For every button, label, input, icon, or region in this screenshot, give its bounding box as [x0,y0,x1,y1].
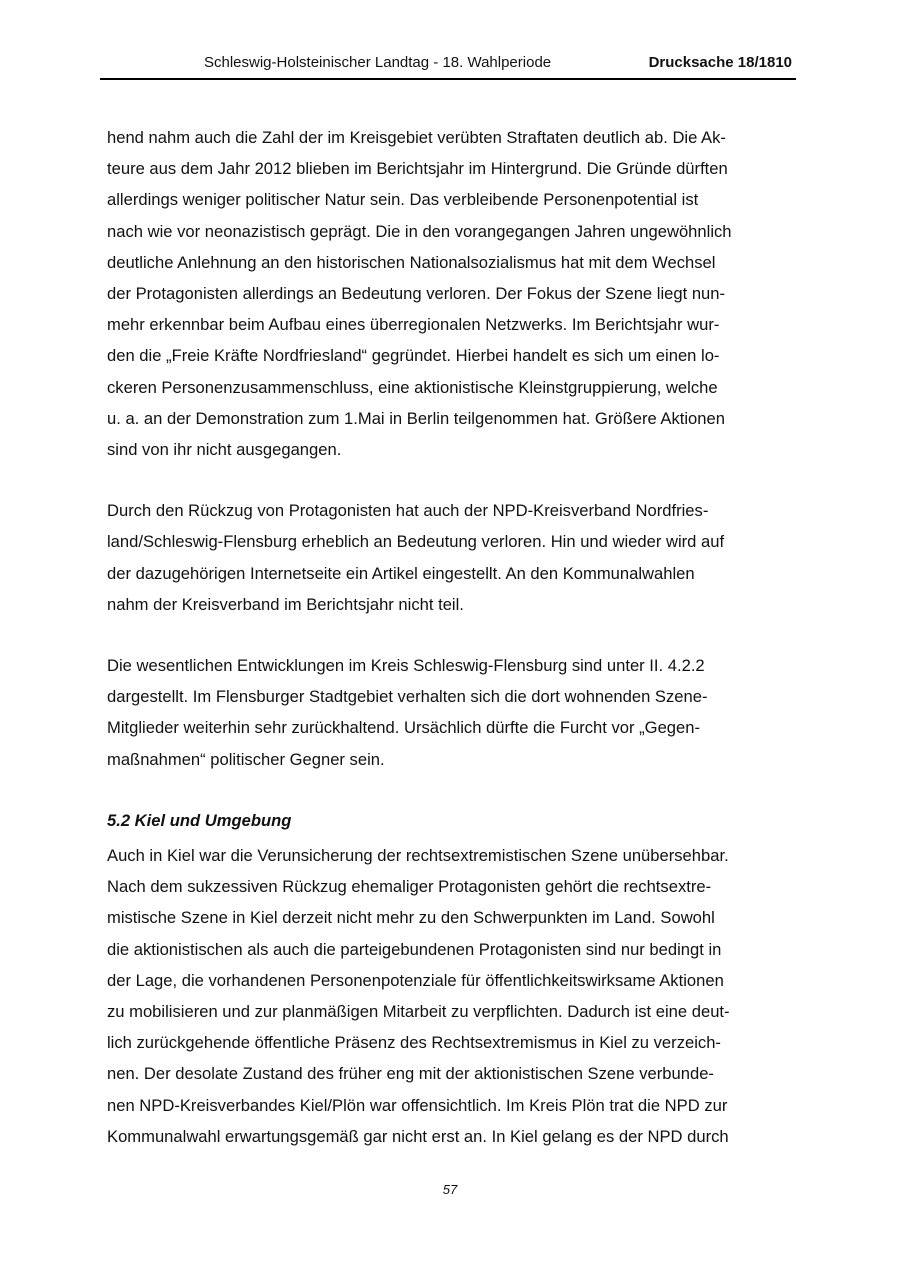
header-title: Schleswig-Holsteinischer Landtag - 18. Wahlperiode [204,54,552,71]
text-line: ckeren Personenzusammenschluss, eine aktionistische Kleinstgruppierung, welche [107,377,718,397]
text-line: teure aus dem Jahr 2012 blieben im Berichtsjahr im Hintergrund. Die Gründe dürften [107,159,728,179]
text-line: der dazugehörigen Internetseite ein Artikel eingestellt. An den Kommunalwahlen [107,563,695,583]
text-line: hend nahm auch die Zahl der im Kreisgebiet verübten Straftaten deutlich ab. Die Ak- [107,128,726,147]
text-line: der Protagonisten allerdings an Bedeutung verloren. Der Fokus der Szene liegt nun- [107,284,726,304]
text-line: der Lage, die vorhandenen Personenpotenziale für öffentlichkeitswirksame Aktionen [107,970,724,990]
document-body [107,122,789,1182]
paragraph-1 [107,122,789,465]
text-line: deutliche Anlehnung an den historischen Nationalsozialismus hat mit dem Wechsel [107,252,716,272]
text-line: Mitglieder weiterhin sehr zurückhaltend. Ursächlich dürfte die Furcht vor „Gegen- [107,718,701,738]
text-line: Auch in Kiel war die Verunsicherung der rechtsextremistischen Szene unübersehbar. [107,846,729,866]
text-line: allerdings weniger politischer Natur sein. Das verbleibende Personenpotential ist [107,190,699,210]
text-line: dargestellt. Im Flensburger Stadtgebiet verhalten sich die dort wohnenden Szene- [107,687,708,707]
text-line: nen. Der desolate Zustand des früher eng mit der aktionistischen Szene verbunde- [107,1064,714,1084]
text-line: sind von ihr nicht ausgegangen. [107,440,342,460]
text-line: nahm der Kreisverband im Berichtsjahr nicht teil. [107,594,464,614]
text-line: nach wie vor neonazistisch geprägt. Die in den vorangegangen Jahren ungewöhnlich [107,221,732,241]
page-header [100,52,796,80]
page-number: 57 [442,1182,458,1197]
text-line: die aktionistischen als auch die parteigebundenen Protagonisten sind nur bedingt in [107,939,722,959]
text-line: mehr erkennbar beim Aufbau eines überregionalen Netzwerks. Im Berichtsjahr wur- [107,315,720,335]
text-line: maßnahmen“ politischer Gegner sein. [107,749,385,769]
paragraph-2 [107,495,789,620]
text-line: u. a. an der Demonstration zum 1.Mai in Berlin teilgenommen hat. Größere Aktionen [107,408,725,428]
text-line: Nach dem sukzessiven Rückzug ehemaliger Protagonisten gehört die rechtsextre- [107,877,712,897]
text-line: Kommunalwahl erwartungsgemäß gar nicht erst an. In Kiel gelang es der NPD durch [107,1126,729,1146]
paragraph-3 [107,650,789,775]
text-line: nen NPD-Kreisverbandes Kiel/Plön war offensichtlich. Im Kreis Plön trat die NPD zur [107,1095,728,1115]
text-line: land/Schleswig-Flensburg erheblich an Bedeutung verloren. Hin und wieder wird auf [107,532,725,552]
text-line: den die „Freie Kräfte Nordfriesland“ gegründet. Hierbei handelt es sich um einen lo- [107,346,720,366]
section-heading: 5.2 Kiel und Umgebung [107,810,292,830]
text-line: mistische Szene in Kiel derzeit nicht mehr zu den Schwerpunkten im Land. Sowohl [107,908,715,928]
text-line: zu mobilisieren und zur planmäßigen Mitarbeit zu verpflichten. Dadurch ist eine deut- [107,1002,730,1022]
document-reference: Drucksache 18/1810 [648,54,792,71]
text-line: lich zurückgehende öffentliche Präsenz des Rechtsextremismus in Kiel zu verzeich- [107,1033,721,1053]
text-line: Die wesentlichen Entwicklungen im Kreis Schleswig-Flensburg sind unter II. 4.2.2 [107,656,705,676]
section-paragraph [107,840,789,1152]
text-line: Durch den Rückzug von Protagonisten hat auch der NPD-Kreisverband Nordfries- [107,501,709,521]
